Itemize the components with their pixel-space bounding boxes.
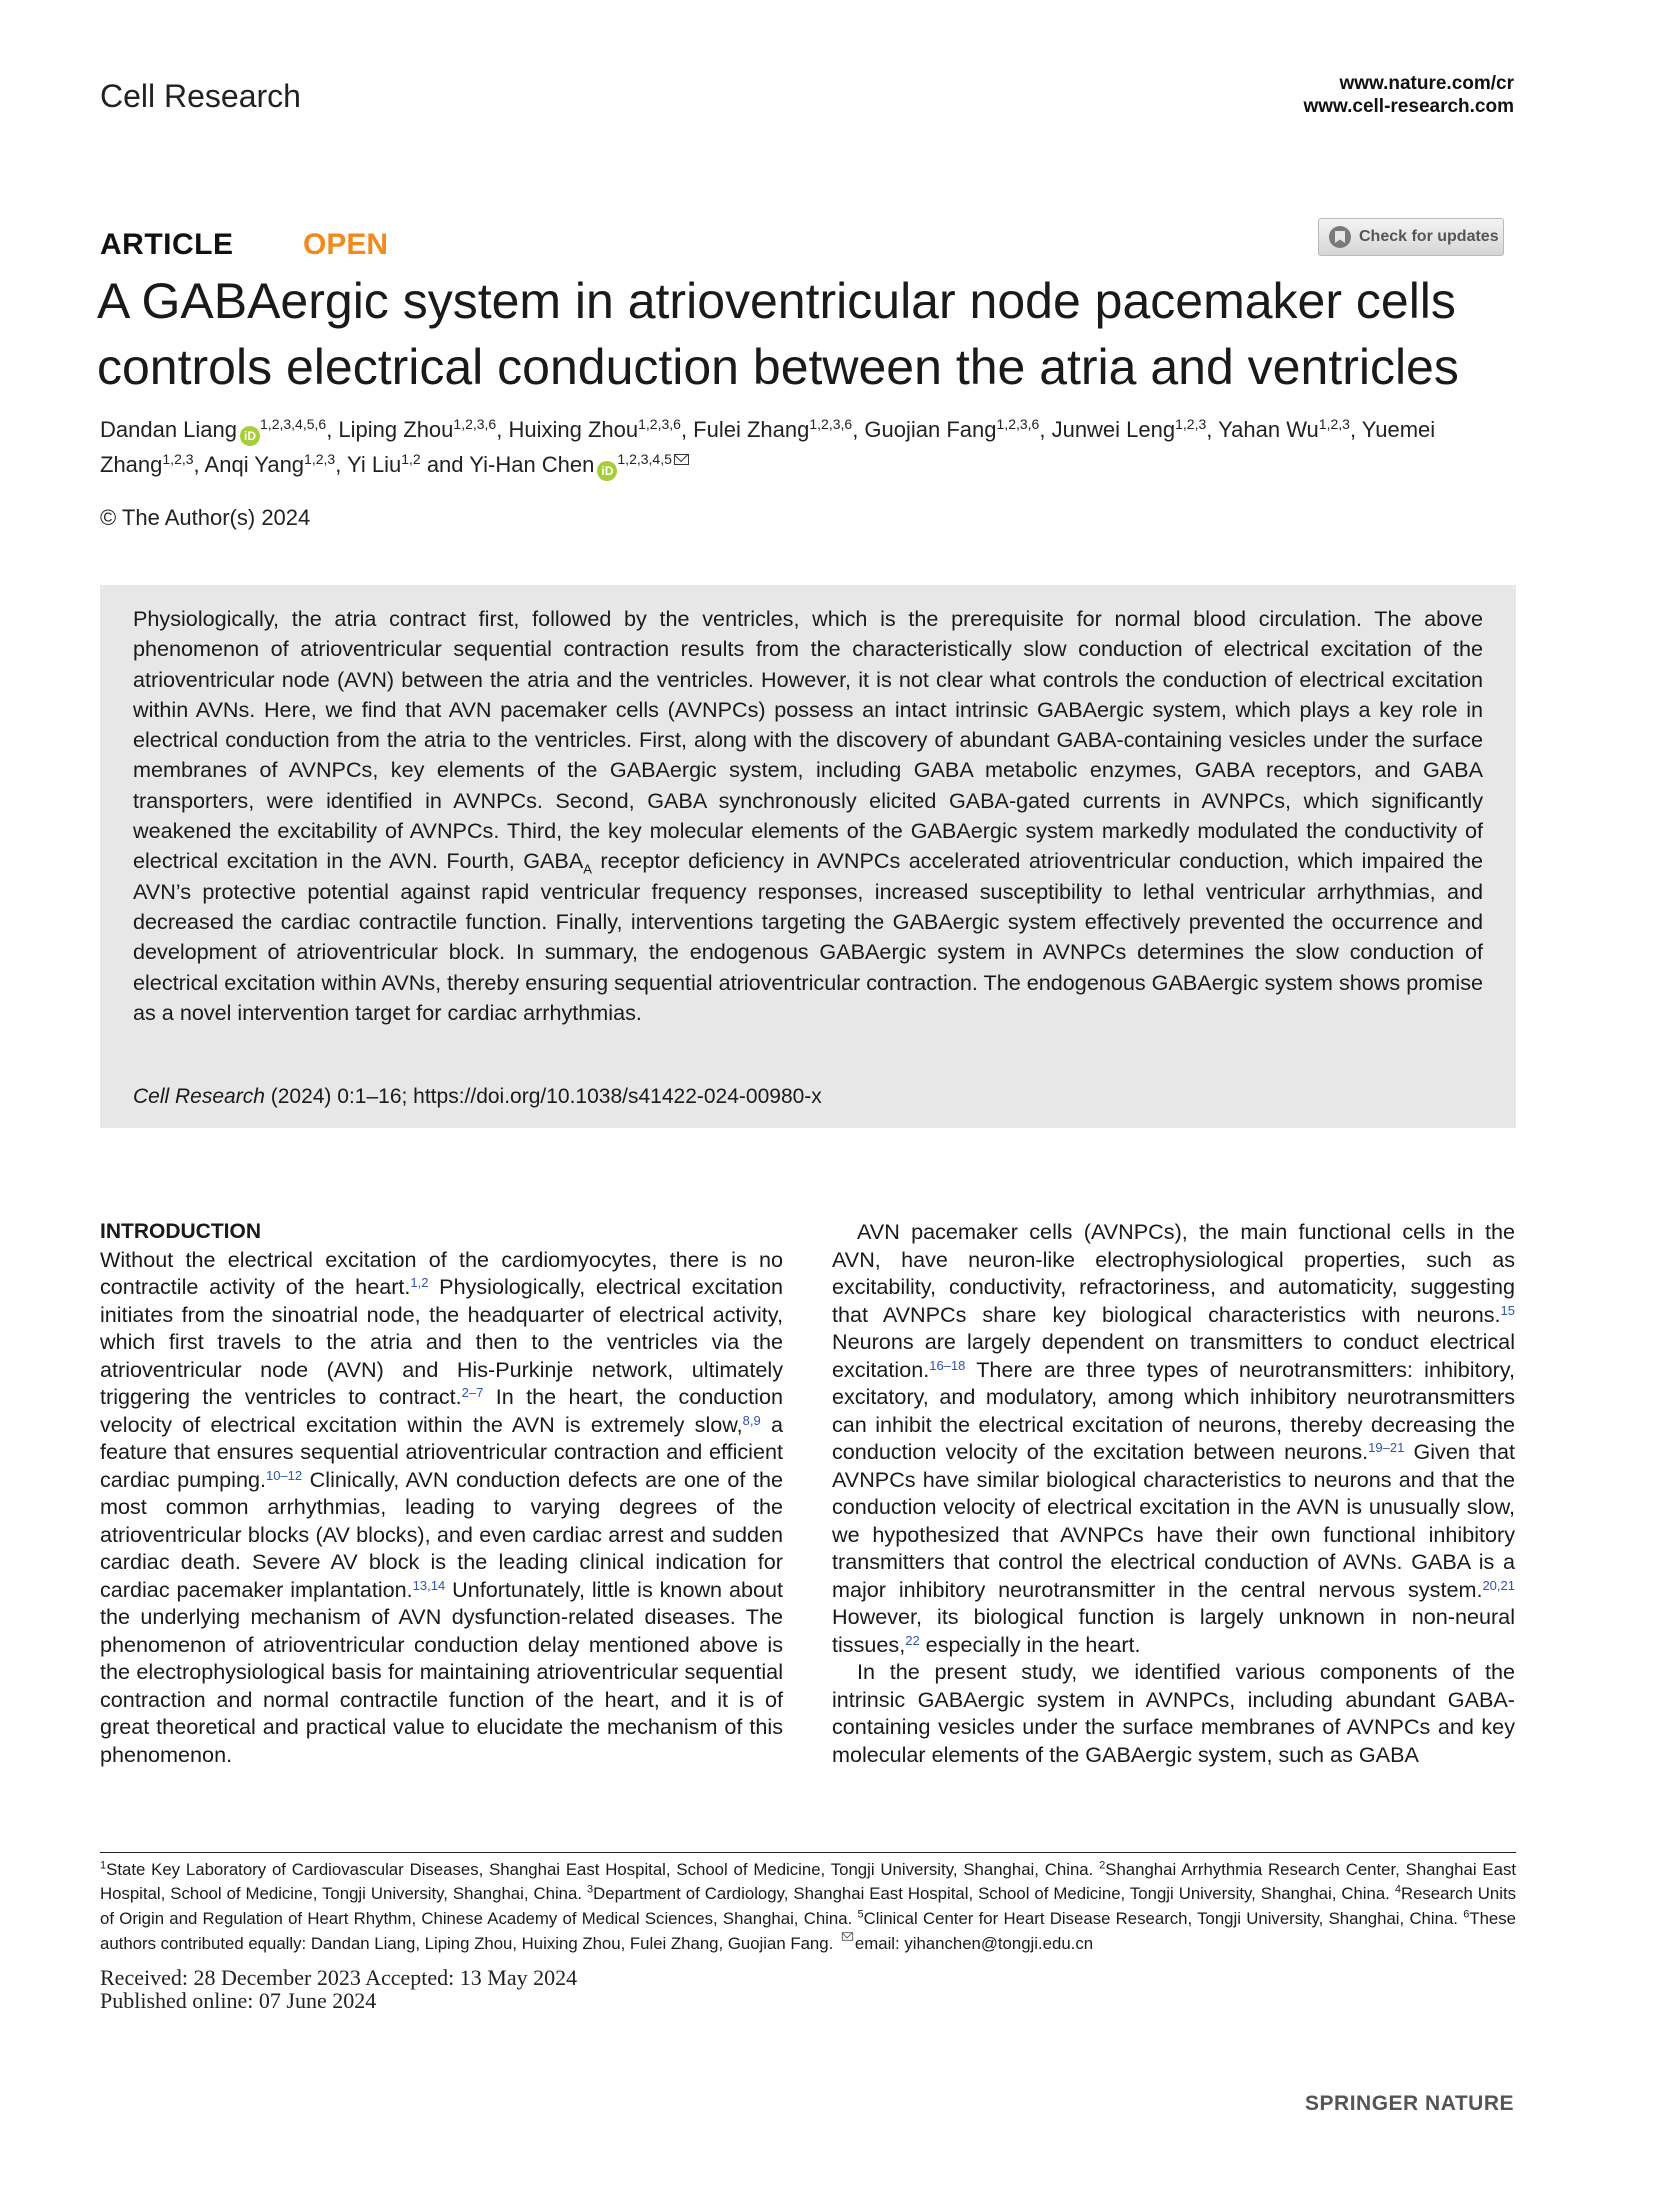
reference-link[interactable]: 20,21: [1482, 1577, 1515, 1593]
author-name[interactable]: Yahan Wu: [1218, 417, 1319, 442]
author-name[interactable]: Guojian Fang: [864, 417, 997, 442]
journal-urls: [1303, 72, 1514, 118]
affiliation-text: Department of Cardiology, Shanghai East Hospital, School of Medicine, Tongji University, Shanghai, China.: [593, 1884, 1395, 1904]
url-cell-research[interactable]: www.cell-research.com: [1303, 96, 1514, 117]
author-name[interactable]: Yi Liu: [347, 452, 402, 477]
reference-link[interactable]: 22: [905, 1632, 920, 1648]
author-affiliation: 1,2,3,6: [809, 416, 853, 432]
intro-paragraph-2: AVN pacemaker cells (AVNPCs), the main functional cells in the AVN, have neuron-like electrophysiological properties, such as excitability, conductivity, refractoriness, and automaticity, suggesting that AVNPCs share key biological characteristics with neurons.$^{15}$ Neurons are largely dependent on transmitters to conduct electrical excitation.$^{16-18}$ There are three types of neurotransmitters: inhibitory, excitatory, and modulatory, among which inhibitory neurotransmitters can inhibit the electrical excitation of neurons, thereby decreasing the conduction velocity of the excitation between neurons.$^{19-21}$ Given that AVNPCs have similar biological characteristics to neurons and that the conduction velocity of electrical excitation in the AVN is unusually slow, we hypothesized that AVNPCs have their own functional inhibitory transmitters that control the electrical conduction of AVNs. GABA is a major inhibitory neurotransmitter in the central nervous system.$^{20,21}$ However, its biological function is largely unknown in non-neural tissues,$^{22}$ especially in the heart.: [832, 1219, 1515, 1657]
published-online: Published online: 07 June 2024: [100, 1988, 377, 2013]
author-affiliation: 1,2,3,4,5: [617, 451, 672, 467]
url-nature[interactable]: www.nature.com/cr: [1339, 73, 1514, 94]
author-affiliation: 1,2,3: [1318, 416, 1350, 432]
corresponding-email[interactable]: email: yihanchen@tongji.edu.cn: [854, 1934, 1094, 1954]
orcid-icon[interactable]: iD: [240, 426, 260, 446]
reference-link[interactable]: 2–7: [461, 1385, 484, 1400]
author-name[interactable]: Dandan Liang: [100, 417, 238, 442]
author-name[interactable]: Huixing Zhou: [508, 417, 639, 442]
author-affiliation: 1,2,3,6: [996, 416, 1040, 432]
affiliation-number: 5: [857, 1908, 864, 1921]
author-affiliation: 1,2,3,4,5,6: [260, 416, 327, 432]
abstract-part-1: Physiologically, the atria contract first, followed by the ventricles, which is the prerequisite for normal blood circulation. The above phenomenon of atrioventricular sequential contraction results from the characteristically slow conduction of electrical excitation of the atrioventricular node (AVN) between the atria and the ventricles. However, it is not clear what controls the conduction of electrical excitation within AVNs. Here, we find that AVN pacemaker cells (AVNPCs) possess an intact intrinsic GABAergic system, which plays a key role in electrical conduction from the atria to the ventricles. First, along with the discovery of abundant GABA-containing vesicles under the surface membranes of AVNPCs, key elements of the GABAergic system, including GABA metabolic enzymes, GABA receptors, and GABA transporters, were identified in AVNPCs. Second, GABA synchronously elicited GABA-gated currents in AVNPCs, which significantly weakened the excitability of AVNPCs. Third, the key molecular elements of the GABAergic system markedly modulated the conductivity of electrical excitation in the AVN. Fourth, GABA: [133, 606, 1483, 874]
orcid-icon[interactable]: iD: [597, 461, 617, 481]
citation-line: [133, 1085, 822, 1109]
abstract-part-2: receptor deficiency in AVNPCs accelerated atrioventricular conduction, which impaired the AVN’s protective potential against rapid ventricular frequency responses, increased susceptibility to lethal ventricular arrhythmias, and decreased the cardiac contractile function. Finally, interventions targeting the GABAergic system effectively prevented the occurrence and development of atrioventricular block. In summary, the endogenous GABAergic system in AVNPCs determines the slow conduction of electrical excitation within AVNs, thereby ensuring sequential atrioventricular contraction. The endogenous GABAergic system shows promise as a novel intervention target for cardiac arrhythmias.: [133, 848, 1483, 1025]
citation-doi[interactable]: (2024) 0:1–16; https://doi.org/10.1038/s41422-024-00980-x: [264, 1085, 822, 1108]
article-title: A GABAergic system in atrioventricular node pacemaker cells controls electrical conduction between the atria and ventricles: [97, 273, 1459, 395]
affiliation-text: Shanghai Arrhythmia Research Center, Shanghai East Hospital, School of Medicine, Tongji University, Shanghai, China.: [100, 1860, 1516, 1904]
intro-left-column: [100, 1218, 783, 1768]
affiliation-number: 2: [1099, 1859, 1106, 1872]
received-accepted: Received: 28 December 2023 Accepted: 13 May 2024: [100, 1965, 578, 1990]
author-name[interactable]: Liping Zhou: [338, 417, 454, 442]
author-affiliation: 1,2,3: [1175, 416, 1207, 432]
author-name[interactable]: Anqi Yang: [204, 452, 305, 477]
abstract-text: [133, 604, 1483, 1028]
affiliation-text: Research Units of Origin and Regulation of Heart Rhythm, Chinese Academy of Medical Sciences, Shanghai, China.: [100, 1884, 1517, 1928]
journal-name: Cell Research: [100, 78, 301, 114]
author-list: Dandan Liang iD$^{1,2,3,4,5,6}$, Liping Zhou$^{1,2,3,6}$, Huixing Zhou$^{1,2,3,6}$, Fulei Zhang$^{1,2,3,6}$, Guojian Fang$^{1,2,3,6}$, Junwei Leng$^{1,2,3}$, Yahan Wu$^{1,2,3}$, Yuemei Zhang$^{1,2,3}$, Anqi Yang$^{1,2,3}$, Yi Liu$^{1,2}$ and Yi-Han Chen iD$^{1,2,3,4,5}$: [100, 412, 1520, 482]
affiliation-number: 1: [100, 1859, 107, 1872]
intro-paragraph-3: In the present study, we identified various components of the intrinsic GABAergic system in AVNPCs, including abundant GABA-containing vesicles under the surface membranes of AVNPCs and key molecular elements of the GABAergic system, such as GABA: [832, 1659, 1515, 1767]
author-name[interactable]: Yi-Han Chen: [469, 452, 595, 477]
footnote-rule: [100, 1852, 1516, 1853]
affiliations: [100, 1858, 1516, 1957]
author-affiliation: 1,2,3: [162, 451, 194, 467]
check-for-updates-button[interactable]: [1318, 218, 1504, 256]
author-affiliation: 1,2,3,6: [453, 416, 497, 432]
reference-link[interactable]: 15: [1500, 1302, 1515, 1318]
publication-dates: [100, 1966, 577, 2012]
affiliation-text: State Key Laboratory of Cardiovascular Diseases, Shanghai East Hospital, School of Medicine, Tongji University, Shanghai, China.: [106, 1860, 1100, 1879]
envelope-icon[interactable]: [674, 454, 689, 465]
check-for-updates-label: Check for updates: [1359, 228, 1499, 245]
intro-right-column: [832, 1218, 1515, 1768]
affiliation-text: These authors contributed equally: Dandan Liang, Liping Zhou, Huixing Zhou, Fulei Zhang, Guojian Fang.: [100, 1908, 1516, 1954]
author-affiliation: 1,2,3,6: [638, 416, 681, 432]
reference-link[interactable]: 16–18: [929, 1357, 966, 1373]
citation-journal: Cell Research: [133, 1085, 265, 1108]
reference-link[interactable]: 10–12: [265, 1467, 303, 1483]
affiliation-number: 4: [1394, 1883, 1401, 1896]
reference-link[interactable]: 13,14: [412, 1577, 446, 1593]
publisher-logo: SPRINGER NATURE: [1305, 2092, 1514, 2115]
open-access-label: OPEN: [303, 228, 389, 261]
author-name[interactable]: Yuemei Zhang: [100, 417, 1436, 477]
reference-link[interactable]: 19–21: [1368, 1440, 1405, 1455]
article-type: ARTICLE: [100, 228, 234, 261]
author-name[interactable]: Junwei Leng: [1051, 417, 1176, 442]
abstract-subscript: A: [583, 861, 592, 877]
reference-link[interactable]: 1,2: [410, 1275, 429, 1290]
author-affiliation: 1,2,3: [304, 451, 336, 467]
affiliation-number: 3: [587, 1883, 594, 1896]
envelope-icon: [842, 1933, 853, 1941]
author-name[interactable]: Fulei Zhang: [693, 417, 810, 442]
bookmark-icon: [1329, 226, 1351, 248]
intro-paragraph-1: Without the electrical excitation of the cardiomyocytes, there is no contractile activity of the heart.$^{1,2}$ Physiologically, electrical excitation initiates from the sinoatrial node, the headquarter of electrical activity, which first travels to the atria and then to the ventricles via the atrioventricular node (AVN) and His-Purkinje network, ultimately triggering the ventricles to contract.$^{2-7}$ In the heart, the conduction velocity of electrical excitation within the AVN is extremely slow,$^{8,9}$ a feature that ensures sequential atrioventricular contraction and efficient cardiac pumping.$^{10-12}$ Clinically, AVN conduction defects are one of the most common arrhythmias, leading to varying degrees of the atrioventricular blocks (AV blocks), and even cardiac arrest and sudden cardiac death. Severe AV block is the leading clinical indication for cardiac pacemaker implantation.$^{13,14}$ Unfortunately, little is known about the underlying mechanism of AVN dysfunction-related diseases. The phenomenon of atrioventricular conduction delay mentioned above is the electrophysiological basis for maintaining atrioventricular sequential contraction and normal contractile function of the heart, and it is of great theoretical and practical value to elucidate the mechanism of this phenomenon.: [100, 1246, 784, 1767]
affiliation-number: 6: [1463, 1908, 1470, 1921]
copyright: © The Author(s) 2024: [100, 505, 311, 530]
reference-link[interactable]: 8,9: [742, 1412, 761, 1428]
author-affiliation: 1,2: [401, 451, 421, 467]
affiliation-text: Clinical Center for Heart Disease Research, Tongji University, Shanghai, China.: [863, 1908, 1464, 1928]
intro-heading: INTRODUCTION: [100, 1220, 261, 1243]
